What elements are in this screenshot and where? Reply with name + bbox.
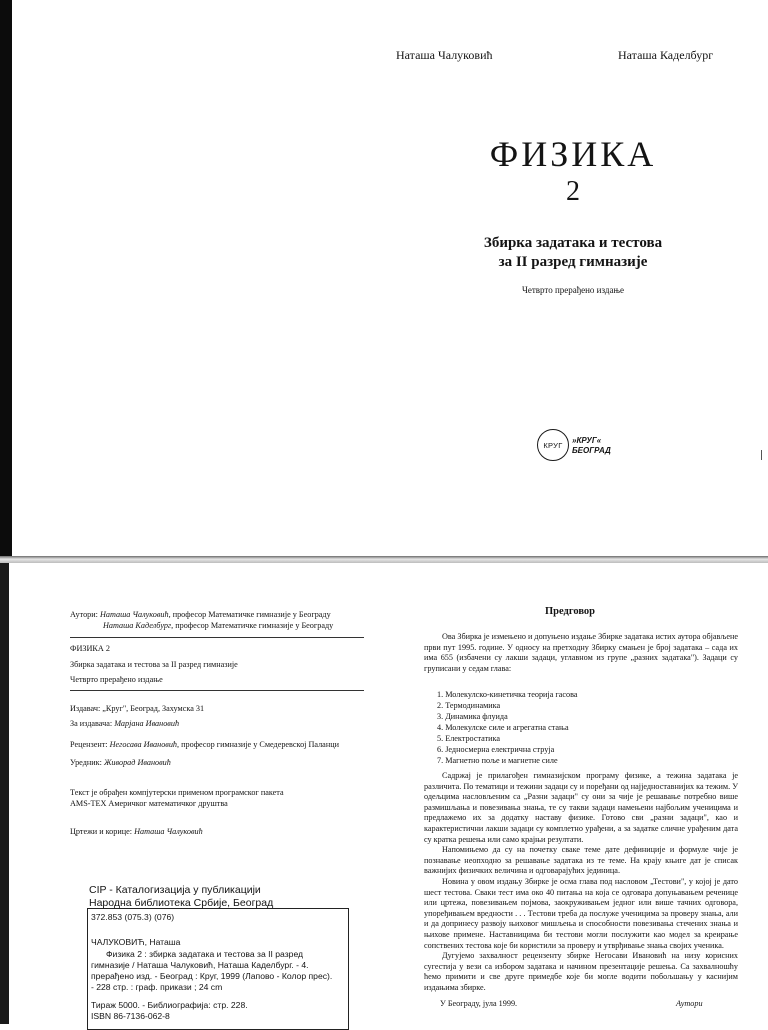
colophon-book-edition: Четврто прерађено издање xyxy=(70,675,163,684)
cip-udc: 372.853 (075.3) (076) xyxy=(91,912,175,922)
binding-shadow-top xyxy=(0,0,12,556)
authors-label: Аутори: xyxy=(70,610,98,619)
preface-signature: Аутори xyxy=(676,999,703,1008)
preface-place-date: У Београду, јула 1999. xyxy=(440,999,518,1008)
preface-heading: Предговор xyxy=(544,606,596,617)
chapter-item: 2. Термодинамика xyxy=(437,701,501,710)
publisher-logo-text: КРУГ xyxy=(543,440,563,450)
chapter-list xyxy=(437,689,727,766)
drawings xyxy=(70,826,203,837)
author-2-role: , професор Математичке гимназије у Београду xyxy=(171,621,334,630)
reviewer-label: Рецензент: xyxy=(70,740,108,749)
publisher-city: БЕОГРАД xyxy=(572,446,611,455)
cip-heading xyxy=(89,884,273,909)
chapter-item: 4. Молекулске силе и агрегатна стања xyxy=(437,723,569,732)
preface-paragraph: Новина у овом издању Збирке је осма глава под насловом „Тестови", у којој је дато шест тестова. Сваки тест има око 40 питања на која се одговара допуњавањем реченице или цртежа, повезивањем појмова, заокруживањем једног или више тачних одговора, упоређивањем вредности . . . Тестови треба да послуже ученицима за проверу знања, али и да допринесу развоју њиховог мишљења и способности повезивања стечених знања и њихове примене. Наставницима би тестови могли послужити као модел за креирање сопствених тестова које би користили за проверу и утврђивање знања својих ученика. xyxy=(424,876,738,950)
subtitle-line-1: Збирка задатака и тестова xyxy=(483,235,663,251)
preface-paragraph: Напомињемо да су на почетку сваке теме дате дефиниције и формуле чије је познавање неопходно за решавање задатака из те теме. На крају књиге дат је списак важнијих физичких величина и одговарајућих јединица. xyxy=(424,845,738,876)
for-publisher xyxy=(70,718,179,729)
cip-isbn: ISBN 86-7136-062-8 xyxy=(91,1011,170,1021)
reviewer-role: , професор гимназије у Смедеревској Паланци xyxy=(177,740,339,749)
colophon-authors xyxy=(70,609,331,620)
cip-author: ЧАЛУКОВИЋ, Наташа xyxy=(91,937,181,947)
reviewer xyxy=(70,739,339,750)
binding-shadow-bottom xyxy=(0,563,9,1024)
publisher-imprint xyxy=(572,436,611,456)
for-publisher-name: Марјана Ивановић xyxy=(114,719,180,728)
editor-name: Живорад Ивановић xyxy=(103,758,171,767)
publisher-name: »КРУГ« xyxy=(572,436,602,445)
chapter-item: 1. Молекулско-кинетичка теорија гасова xyxy=(437,690,578,699)
cip-library: Народна библиотека Србије, Београд xyxy=(89,896,274,909)
rule-2 xyxy=(70,690,364,691)
for-publisher-label: За издавача: xyxy=(70,719,113,728)
cip-entry-4: - 228 стр. : граф. прикази ; 24 cm xyxy=(91,982,223,992)
reviewer-name: Негосава Ивановић xyxy=(109,740,178,749)
colophon-book-subtitle: Збирка задатака и тестова за II разред гимназије xyxy=(70,660,238,669)
drawings-name: Наташа Чалуковић xyxy=(134,827,203,836)
publisher-line: Издавач: „Круг", Београд, Захумска 31 xyxy=(70,704,205,713)
chapter-item: 6. Једносмерна електрична струја xyxy=(437,745,555,754)
publisher-logo xyxy=(537,429,569,461)
author-1: Наташа Чалуковић xyxy=(396,48,493,62)
drawings-label: Цртежи и корице: xyxy=(70,827,133,836)
preface-body xyxy=(424,771,738,993)
colophon-author-2 xyxy=(103,620,333,631)
editor xyxy=(70,757,171,768)
author-2-name: Наташа Каделбург xyxy=(103,621,172,630)
page-edge-mark xyxy=(757,450,762,460)
author-1-name: Наташа Чалуковић xyxy=(99,610,169,619)
chapter-item: 7. Магнетно поље и магнетне силе xyxy=(437,756,558,765)
preface-paragraph: Садржај је прилагођен гимназијском програму физике, а тежина задатака је различита. По тематици и тежини задаци су и поређани од најједноставнијих ка тежим. У одељцима насловљеним са „Разни задаци" су они за чије је решавање потребно више размишљања и повезивања знања, те су такви задаци намењени најбољим ученицима и предлажемо их за додатку наставу физике. Готово сви „разни задаци", као и карактеристични лакши задаци су комплетно урађени, а за задатке сличне урађеним дата су кратка решења или само крајњи резултати. xyxy=(424,771,738,844)
edition-note: Четврто прерађено издање xyxy=(522,285,624,295)
intro-paragraph: Ова Збирка је измењено и допуњено издање Збирке задатака истих аутора објављене први пут 1995. године. У односу на претходну Збирку смањен је број задатака – сада их има 655 (избачени су лакши задаци, углавном из групе „разних задатака"). Задаци су груписани у седам глава: xyxy=(424,632,738,673)
typeset-line-1: Текст је обрађен компјутерски применом програмског пакета xyxy=(70,788,284,797)
cip-title: CIP - Каталогизација у публикацији xyxy=(89,884,261,896)
cip-print-run: Тираж 5000. - Библиографија: стр. 228. xyxy=(91,1000,248,1010)
cip-entry-1: Физика 2 : збирка задатака и тестова за II разред xyxy=(106,949,304,959)
chapter-item: 5. Електростатика xyxy=(437,734,501,743)
book-volume: 2 xyxy=(566,176,580,207)
subtitle-line-2: за II разред гимназије xyxy=(498,254,648,270)
editor-label: Уредник: xyxy=(70,758,102,767)
book-subtitle xyxy=(420,234,726,272)
preface-paragraph: Дугујемо захвалност рецензенту збирке Негосави Ивановић на низу корисних сугестија у вези са избором задатака и начином презентације решења. Са захвалношћу ћемо примити и све друге примедбе које би могле водити побољшању у каснијим издањима збирке. xyxy=(424,951,738,992)
author-1-role: , професор Математичке гимназије у Београду xyxy=(168,610,331,619)
rule-1 xyxy=(70,637,364,638)
page-divider xyxy=(0,556,768,563)
preface-intro xyxy=(424,632,738,674)
author-2: Наташа Каделбург xyxy=(618,48,714,62)
colophon-book-title: ФИЗИКА 2 xyxy=(70,644,110,653)
chapter-item: 3. Динамика флуида xyxy=(437,712,508,721)
book-title: ФИЗИКА xyxy=(489,134,657,174)
cip-entry-2: гимназије / Наташа Чалуковић, Наташа Каделбург. - 4. xyxy=(91,960,309,970)
typeset-line-2: AMS-TEX Америчког математичког друштва xyxy=(70,799,228,808)
cip-entry-3: прерађено изд. - Београд : Круг, 1999 (Лапово - Колор прес). xyxy=(91,971,333,981)
